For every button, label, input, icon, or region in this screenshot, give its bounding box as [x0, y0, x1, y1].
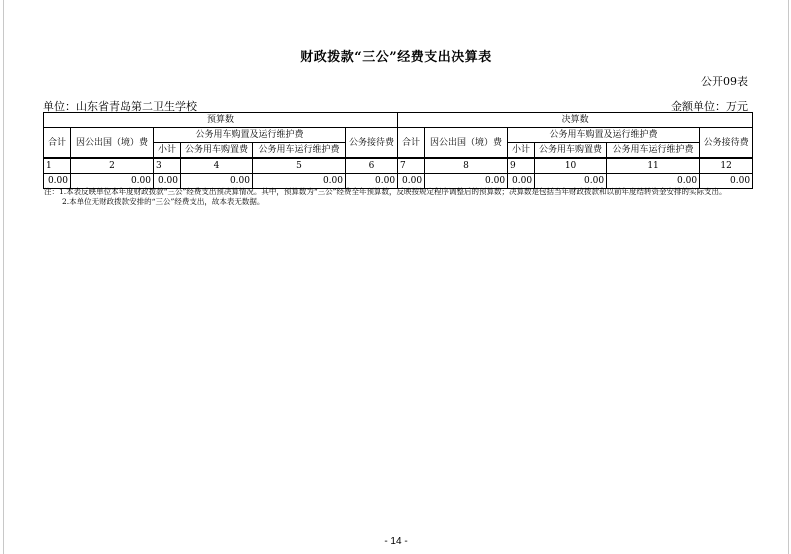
budget-group-header: 预算数	[44, 113, 398, 128]
index-row	[44, 158, 753, 174]
header-budget-maintenance: 公务用车运行维护费	[253, 143, 346, 159]
table-notes	[44, 187, 752, 207]
final-group-header: 决算数	[398, 113, 753, 128]
header-final-total: 合计	[398, 128, 425, 159]
value-cell: 0.00	[508, 174, 535, 189]
header-budget-purchase: 公务用车购置费	[181, 143, 253, 159]
index-cell: 4	[181, 158, 253, 174]
table-code: 公开09表	[701, 75, 748, 88]
header-final-abroad: 因公出国（境）费	[425, 128, 508, 159]
document-page	[3, 0, 789, 554]
index-cell: 7	[398, 158, 425, 174]
header-final-reception: 公务接待费	[700, 128, 753, 159]
amount-unit-label: 金额单位：万元	[671, 100, 748, 113]
page-number: - 14 -	[384, 536, 408, 547]
value-cell: 0.00	[154, 174, 181, 189]
index-cell: 11	[607, 158, 700, 174]
index-cell: 9	[508, 158, 535, 174]
index-cell: 5	[253, 158, 346, 174]
header-final-subtotal: 小计	[508, 143, 535, 159]
note-2: 2.本单位无财政拨款安排的“三公”经费支出，故本表无数据。	[62, 197, 265, 206]
index-cell: 10	[535, 158, 607, 174]
header-budget-reception: 公务接待费	[346, 128, 398, 159]
header-budget-vehicle-group: 公务用车购置及运行维护费	[154, 128, 346, 143]
index-cell: 12	[700, 158, 753, 174]
value-cell: 0.00	[700, 174, 753, 189]
value-cell: 0.00	[71, 174, 154, 189]
value-cell: 0.00	[535, 174, 607, 189]
header-final-maintenance: 公务用车运行维护费	[607, 143, 700, 159]
index-cell: 1	[44, 158, 71, 174]
index-cell: 3	[154, 158, 181, 174]
index-cell: 2	[71, 158, 154, 174]
table-title: 财政拨款“三公”经费支出决算表	[300, 50, 492, 65]
value-cell: 0.00	[44, 174, 71, 189]
value-cell: 0.00	[181, 174, 253, 189]
value-cell: 0.00	[425, 174, 508, 189]
note-1: 注：1.本表反映单位本年度财政拨款“三公”经费支出预决算情况。其中，预算数为“三公”经费全年预算数，反映按规定程序调整后的预算数；决算数是包括当年财政拨款和以前年度结转资金安排的实际支出。	[44, 187, 727, 196]
three-public-expense-table	[43, 112, 753, 189]
header-final-purchase: 公务用车购置费	[535, 143, 607, 159]
index-cell: 6	[346, 158, 398, 174]
header-final-vehicle-group: 公务用车购置及运行维护费	[508, 128, 700, 143]
header-budget-abroad: 因公出国（境）费	[71, 128, 154, 159]
index-cell: 8	[425, 158, 508, 174]
unit-label: 单位：山东省青岛第二卫生学校	[43, 100, 197, 113]
value-cell: 0.00	[346, 174, 398, 189]
header-budget-subtotal: 小计	[154, 143, 181, 159]
value-cell: 0.00	[607, 174, 700, 189]
value-cell: 0.00	[253, 174, 346, 189]
value-cell: 0.00	[398, 174, 425, 189]
header-budget-total: 合计	[44, 128, 71, 159]
